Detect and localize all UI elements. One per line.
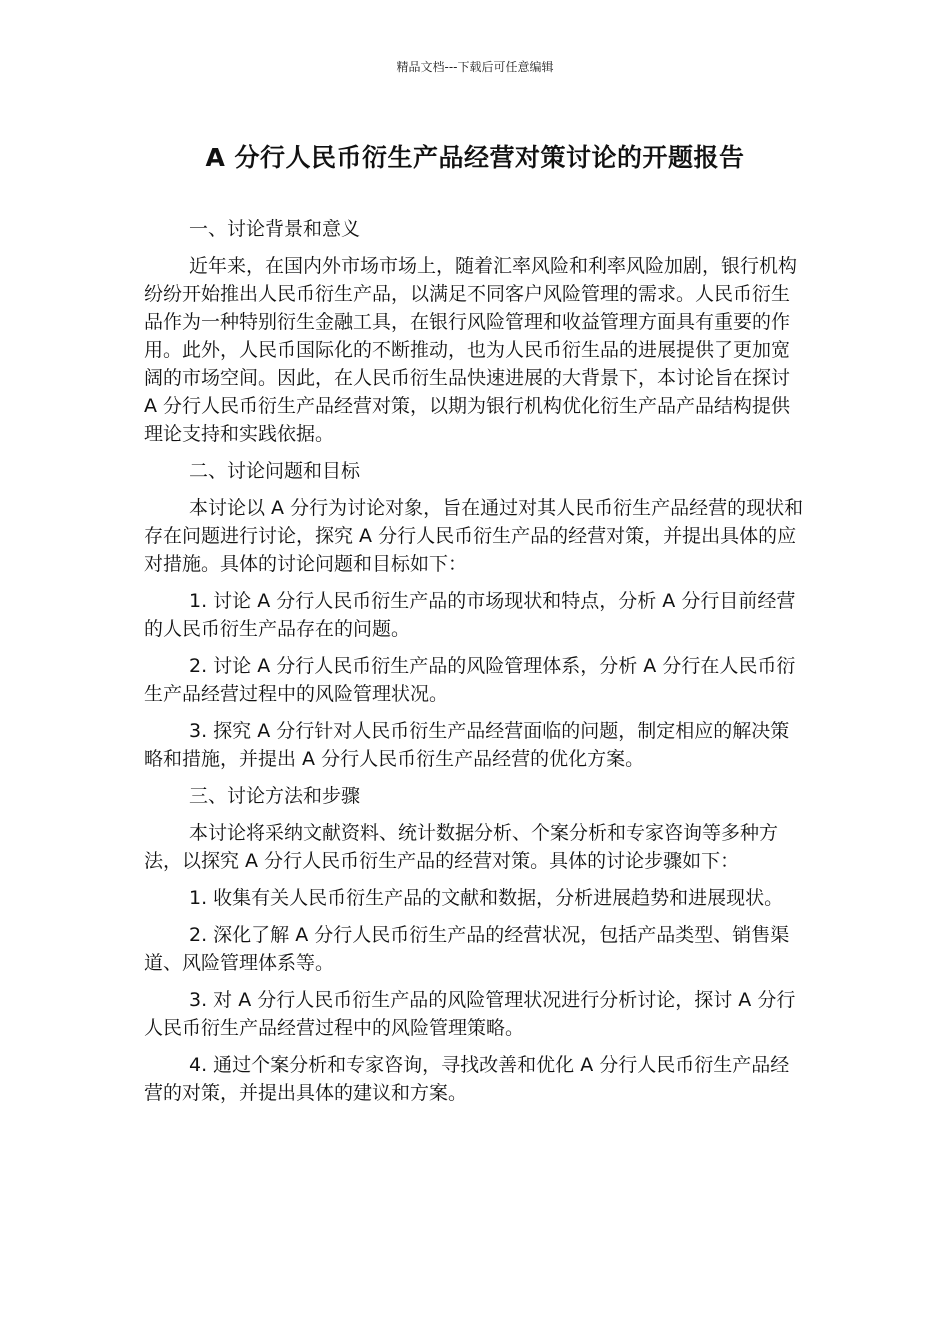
document-body	[144, 215, 804, 1116]
list-item: 2. 讨论 A 分行人民币衍生产品的风险管理体系，分析 A 分行在人民币衍生产品经营过程中的风险管理状况。	[144, 655, 796, 705]
list-item: 2. 深化了解 A 分行人民币衍生产品的经营状况，包括产品类型、销售渠道、风险管理体系等。	[144, 924, 790, 974]
section-methods	[144, 782, 804, 1107]
list-item: 3. 探究 A 分行针对人民币衍生产品经营面临的问题，制定相应的解决策略和措施，并提出 A 分行人民币衍生产品经营的优化方案。	[144, 720, 790, 770]
list-item: 3. 对 A 分行人民币衍生产品的风险管理状况进行分析讨论，探讨 A 分行人民币衍生产品经营过程中的风险管理策略。	[144, 989, 796, 1039]
section-background	[144, 215, 804, 448]
paragraph: 近年来，在国内外市场市场上，随着汇率风险和利率风险加剧，银行机构纷纷开始推出人民币衍生产品，以满足不同客户风险管理的需求。人民币衍生品作为一种特别衍生金融工具，在银行风险管理和收益管理方面具有重要的作用。此外，人民币国际化的不断推动，也为人民币衍生品的进展提供了更加宽阔的市场空间。因此，在人民币衍生品快速进展的大背景下，本讨论旨在探讨 A 分行人民币衍生产品经营对策，以期为银行机构优化衍生产品产品结构提供理论支持和实践依据。	[144, 255, 798, 445]
paragraph: 本讨论以 A 分行为讨论对象，旨在通过对其人民币衍生产品经营的现状和存在问题进行讨论，探究 A 分行人民币衍生产品的经营对策，并提出具体的应对措施。具体的讨论问题和目标如下：	[144, 497, 804, 575]
section-heading: 二、讨论问题和目标	[189, 460, 361, 482]
section-heading: 三、讨论方法和步骤	[189, 785, 361, 807]
section-heading: 一、讨论背景和意义	[189, 218, 361, 240]
section-questions	[144, 457, 804, 773]
list-item: 1. 讨论 A 分行人民币衍生产品的市场现状和特点，分析 A 分行目前经营的人民币衍生产品存在的问题。	[144, 590, 796, 640]
header-note: 精品文档---下载后可任意编辑	[396, 60, 554, 74]
list-item: 1. 收集有关人民币衍生产品的文献和数据，分析进展趋势和进展现状。	[189, 887, 784, 909]
paragraph: 本讨论将采纳文献资料、统计数据分析、个案分析和专家咨询等多种方法，以探究 A 分行人民币衍生产品的经营对策。具体的讨论步骤如下：	[144, 822, 779, 872]
document-title: A 分行人民币衍生产品经营对策讨论的开题报告	[205, 143, 745, 172]
list-item: 4. 通过个案分析和专家咨询，寻找改善和优化 A 分行人民币衍生产品经营的对策，并提出具体的建议和方案。	[144, 1054, 790, 1104]
